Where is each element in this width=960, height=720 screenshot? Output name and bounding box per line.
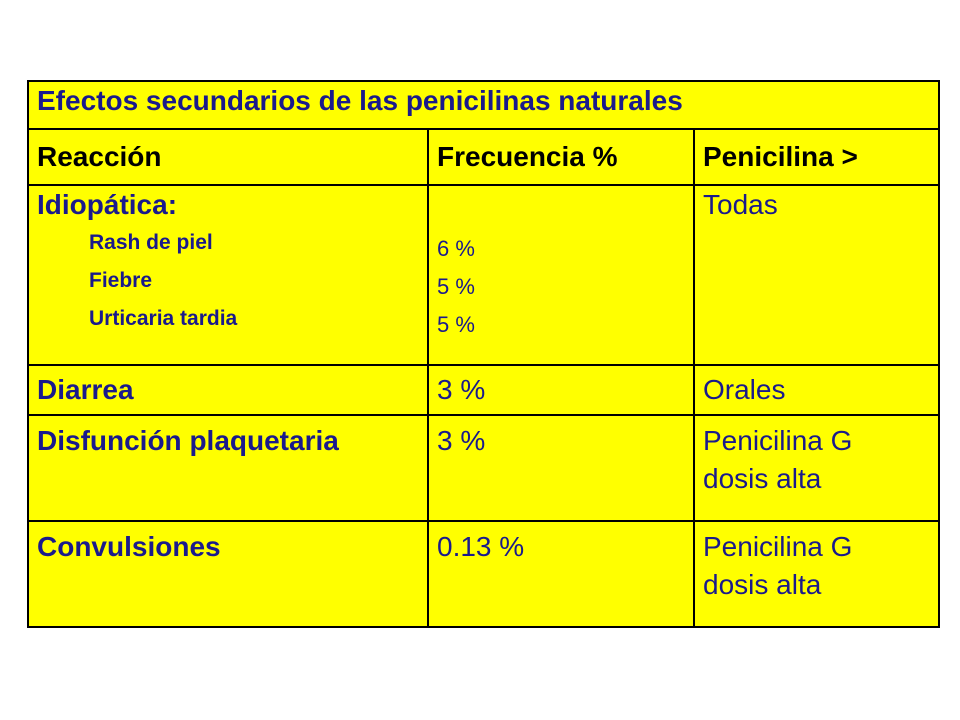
subitem-name: Rash de piel [89,231,213,254]
penicilina-line1: Penicilina G [703,531,853,562]
idiopatica-penicilina: Todas [703,189,778,220]
subitem-freq: 5 % [437,274,475,299]
cell-reaccion: Disfunción plaquetaria [28,415,428,521]
header-frecuencia: Frecuencia % [428,129,694,185]
table-row-diarrea [28,365,939,415]
penicilina-line2: dosis alta [703,463,822,494]
idiopatica-freq-list [437,230,685,344]
table-row-convulsiones [28,521,939,627]
cell-penicilina [694,521,939,627]
subitem-name: Fiebre [89,269,153,292]
header-penicilina: Penicilina > [694,129,939,185]
cell-frecuencia: 3 % [428,415,694,521]
cell-penicilina: Orales [694,365,939,415]
cell-idiopatica-frecuencia [428,185,694,365]
cell-reaccion: Diarrea [28,365,428,415]
cell-frecuencia: 3 % [428,365,694,415]
cell-idiopatica-penicilina [694,185,939,365]
idiopatica-sublist [37,224,419,338]
cell-frecuencia: 0.13 % [428,521,694,627]
table-row-disfuncion [28,415,939,521]
subitem-freq: 5 % [437,312,475,337]
subitem-freq: 6 % [437,236,475,261]
title-row [28,81,939,129]
header-reaccion: Reacción [28,129,428,185]
table-title: Efectos secundarios de las penicilinas naturales [28,81,939,129]
side-effects-table [27,80,940,628]
cell-penicilina [694,415,939,521]
cell-reaccion: Convulsiones [28,521,428,627]
cell-idiopatica-reaccion [28,185,428,365]
subitem-name: Urticaria tardia [89,307,238,330]
penicilina-line2: dosis alta [703,569,822,600]
header-row [28,129,939,185]
idiopatica-label: Idiopática: [37,189,178,220]
penicilina-line1: Penicilina G [703,425,853,456]
table-row-idiopatica [28,185,939,365]
